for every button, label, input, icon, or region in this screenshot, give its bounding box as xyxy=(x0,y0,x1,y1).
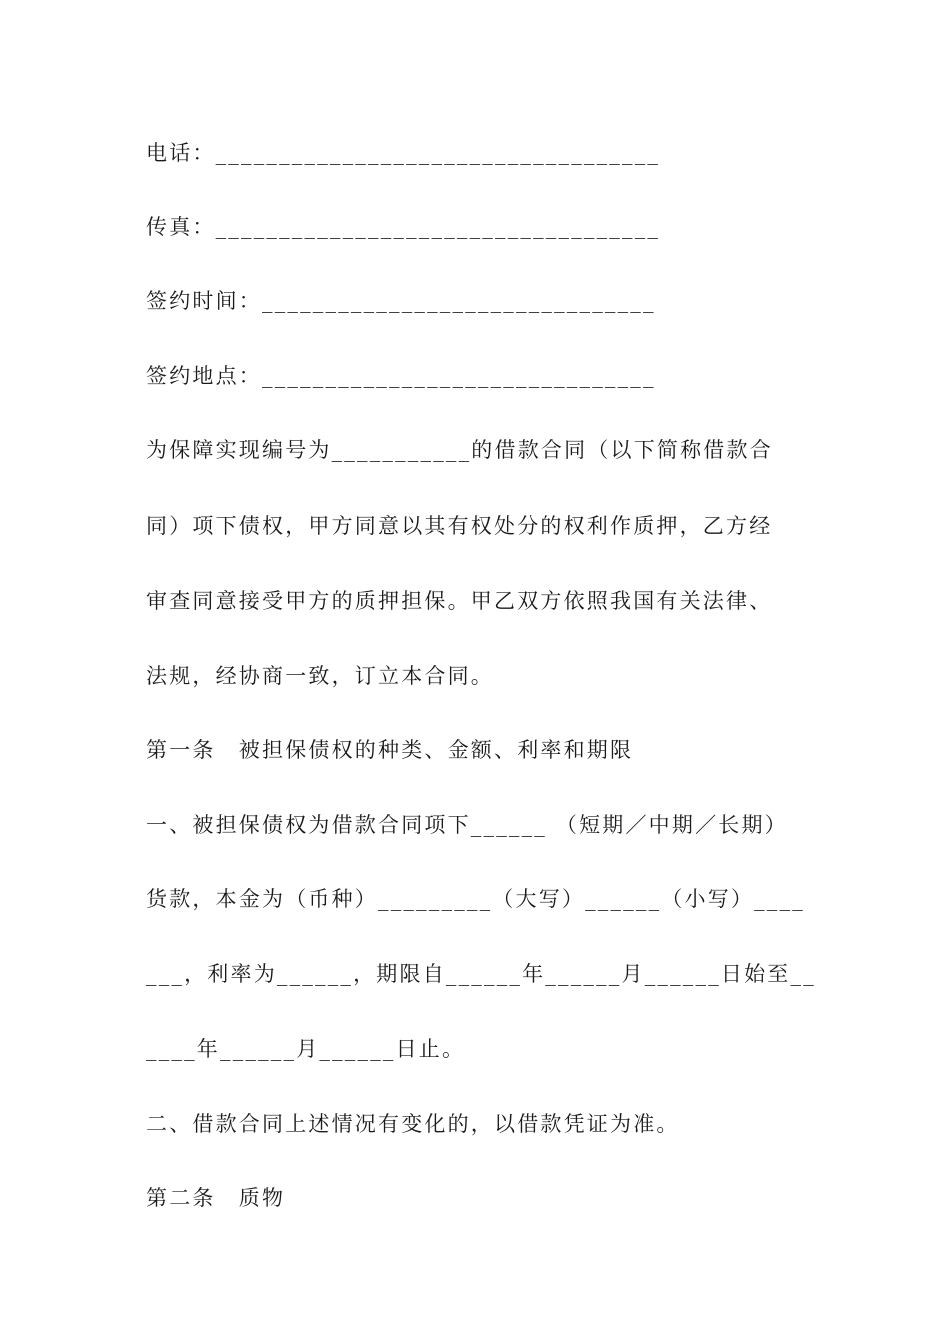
signing-time-field-line: 签约时间：_______________________________ xyxy=(146,289,656,313)
article-1-clause-1-line-3: ___，利率为______，期限自______年______月______日始至__ xyxy=(146,962,816,986)
article-1-clause-1-line-2: 货款，本金为（币种）_________（大写）______（小写）____ xyxy=(146,887,805,911)
preamble-line-1: 为保障实现编号为___________的借款合同（以下简称借款合 xyxy=(146,438,773,462)
preamble-line-3: 审查同意接受甲方的质押担保。甲乙双方依照我国有关法律、 xyxy=(146,589,773,613)
fax-field-line: 传真：___________________________________ xyxy=(146,215,661,239)
article-1-clause-1-line-1: 一、被担保债权为借款合同项下______ （短期／中期／长期） xyxy=(146,813,788,837)
article-1-clause-2: 二、借款合同上述情况有变化的，以借款凭证为准。 xyxy=(146,1112,680,1136)
preamble-line-2: 同）项下债权，甲方同意以其有权处分的权利作质押，乙方经 xyxy=(146,514,773,538)
article-1-clause-1-line-4: ____年______月______日止。 xyxy=(146,1037,466,1061)
preamble-line-4: 法规，经协商一致，订立本合同。 xyxy=(146,664,494,688)
phone-field-line: 电话：___________________________________ xyxy=(146,141,661,165)
article-2-heading: 第二条 质物 xyxy=(146,1186,286,1210)
signing-place-field-line: 签约地点：_______________________________ xyxy=(146,364,656,388)
article-1-heading: 第一条 被担保债权的种类、金额、利率和期限 xyxy=(146,738,634,762)
